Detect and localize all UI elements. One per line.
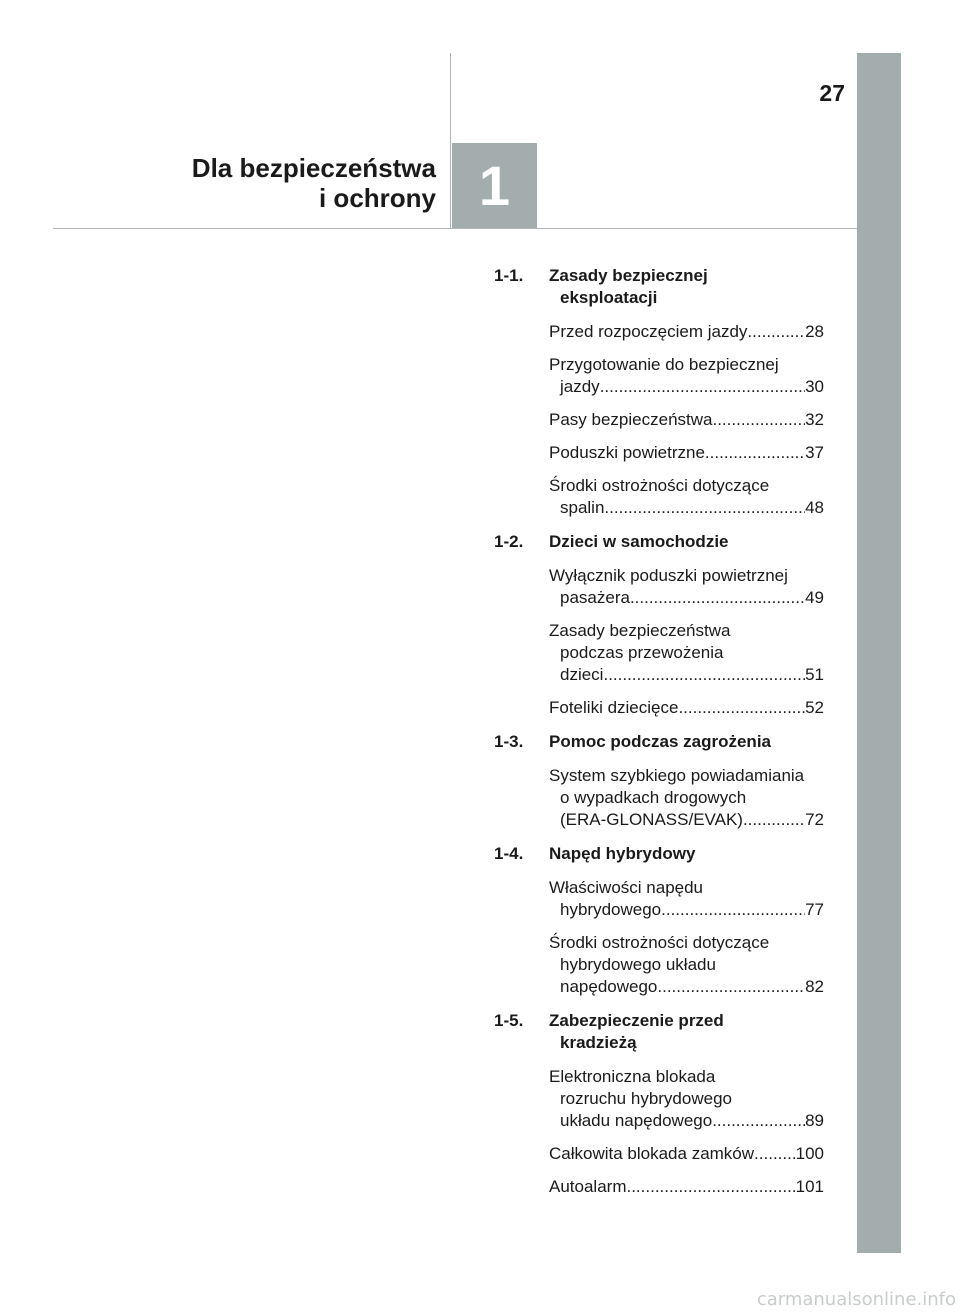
toc-entry-line — [549, 954, 824, 976]
toc-entry-text: Przygotowanie do bezpiecznej — [549, 355, 779, 374]
toc-entry-page: 28 — [805, 322, 824, 341]
toc-entry[interactable] — [549, 877, 824, 921]
toc-section-title-line: kradzieżą — [560, 1033, 637, 1052]
toc-entries — [494, 321, 824, 519]
toc-section-title — [549, 531, 824, 553]
toc-entry-line — [549, 409, 824, 431]
toc-entry-page: 100 — [795, 1144, 824, 1163]
toc-entry-text: podczas przewożenia — [560, 643, 724, 662]
toc-entry-text: dzieci — [560, 665, 604, 684]
header-vertical-rule — [450, 53, 451, 229]
toc-entry-page: 77 — [805, 900, 824, 919]
toc-section — [494, 843, 824, 998]
toc-entry[interactable] — [549, 565, 824, 609]
toc-entry-line — [549, 1176, 824, 1198]
toc-entry-text: pasażera — [560, 588, 630, 607]
toc-section-title-line: Dzieci w samochodzie — [549, 532, 729, 551]
watermark: carmanualsonline.info — [756, 1289, 956, 1310]
toc-entry[interactable] — [549, 321, 824, 343]
toc-entry-line — [549, 1143, 824, 1165]
toc-entry-page: 30 — [805, 377, 824, 396]
toc-entries — [494, 877, 824, 998]
toc-dot-leader — [626, 1176, 795, 1198]
toc-section — [494, 731, 824, 831]
toc-section-heading[interactable] — [494, 1010, 824, 1054]
toc-section-number: 1-5. — [494, 1011, 524, 1030]
toc-entries — [494, 1066, 824, 1198]
toc-section-title-line: Zasady bezpiecznej — [549, 266, 708, 285]
toc-entry-text: hybrydowego — [560, 900, 662, 919]
toc-entry[interactable] — [549, 620, 824, 686]
toc-dot-leader — [661, 899, 805, 921]
toc-entry[interactable] — [549, 1066, 824, 1132]
toc-entry-page: 49 — [805, 588, 824, 607]
toc-entry[interactable] — [549, 1143, 824, 1165]
toc-entry-page: 101 — [795, 1177, 824, 1196]
chapter-title-line-2: i ochrony — [318, 183, 436, 213]
toc-dot-leader — [630, 587, 805, 609]
toc-entry-line — [549, 497, 824, 519]
toc-entry-text: Środki ostrożności dotyczące — [549, 933, 770, 952]
toc-entry-text: Przed rozpoczęciem jazdy — [549, 322, 748, 341]
toc-section-heading[interactable] — [494, 731, 824, 753]
toc-entry-text: jazdy — [560, 377, 600, 396]
toc-entry-page: 32 — [805, 410, 824, 429]
toc-entry-page: 72 — [805, 810, 824, 829]
toc-section-heading[interactable] — [494, 531, 824, 553]
toc-entry-text: o wypadkach drogowych — [560, 788, 747, 807]
toc-entry-line — [549, 376, 824, 398]
toc-entry-text: napędowego — [560, 977, 658, 996]
toc-entry[interactable] — [549, 475, 824, 519]
toc-entry-line — [549, 1088, 824, 1110]
toc-entry-line — [549, 354, 824, 376]
toc-section-title — [549, 731, 824, 753]
toc-dot-leader — [603, 664, 805, 686]
toc-entry-line — [549, 765, 824, 787]
toc-section — [494, 1010, 824, 1198]
toc-entry-line — [549, 932, 824, 954]
toc-dot-leader — [657, 976, 805, 998]
toc-entry-line — [549, 642, 824, 664]
toc-entry-page: 52 — [805, 698, 824, 717]
toc-entry-line — [549, 620, 824, 642]
toc-section-heading[interactable] — [494, 265, 824, 309]
toc-entry-page: 48 — [805, 498, 824, 517]
toc-entry-page: 37 — [805, 443, 824, 462]
toc-entry-text: układu napędowego — [560, 1111, 713, 1130]
chapter-number: 1 — [478, 154, 511, 217]
toc-section-number: 1-3. — [494, 732, 524, 751]
toc-entries — [494, 765, 824, 831]
toc-section-number: 1-2. — [494, 532, 524, 551]
toc-section-number: 1-4. — [494, 844, 524, 863]
toc-entry[interactable] — [549, 354, 824, 398]
toc-dot-leader — [754, 1143, 796, 1165]
toc-entry-text: (ERA-GLONASS/EVAK) — [560, 810, 743, 829]
toc-entry-line — [549, 321, 824, 343]
toc-entry-line — [549, 899, 824, 921]
toc-entry[interactable] — [549, 932, 824, 998]
toc-section — [494, 265, 824, 519]
toc-entries — [494, 565, 824, 719]
toc-entry-line — [549, 976, 824, 998]
toc-section-number: 1-1. — [494, 266, 524, 285]
toc-entry-page: 51 — [805, 665, 824, 684]
toc-entry-text: Foteliki dziecięce — [549, 698, 679, 717]
toc-section-title — [549, 1010, 824, 1054]
toc-section-title-line: Napęd hybrydowy — [549, 844, 696, 863]
toc-entry-line — [549, 442, 824, 464]
toc-entry-text: spalin — [560, 498, 605, 517]
toc-entry[interactable] — [549, 442, 824, 464]
toc-entry[interactable] — [549, 765, 824, 831]
toc-entry-text: Autoalarm — [549, 1177, 627, 1196]
toc-entry-line — [549, 787, 824, 809]
toc-entry[interactable] — [549, 1176, 824, 1198]
toc-entry-text: Wyłącznik poduszki powietrznej — [549, 566, 788, 585]
toc-entry-line — [549, 475, 824, 497]
toc-entry-line — [549, 565, 824, 587]
chapter-title — [160, 153, 436, 213]
toc-dot-leader — [600, 376, 805, 398]
toc-dot-leader — [604, 497, 805, 519]
toc-entry-line — [549, 877, 824, 899]
toc-entry-line — [549, 664, 824, 686]
toc-dot-leader — [712, 409, 805, 431]
toc-section-heading[interactable] — [494, 843, 824, 865]
toc-entry[interactable] — [549, 409, 824, 431]
toc-entry-text: Zasady bezpieczeństwa — [549, 621, 731, 640]
toc-dot-leader — [705, 442, 805, 464]
toc-dot-leader — [678, 697, 805, 719]
toc-section — [494, 531, 824, 719]
toc-entry-text: Pasy bezpieczeństwa — [549, 410, 713, 429]
toc-dot-leader — [743, 809, 805, 831]
table-of-contents — [494, 265, 824, 1210]
toc-entry-text: Właściwości napędu — [549, 878, 704, 897]
header-horizontal-rule — [53, 228, 857, 229]
toc-entry-page: 89 — [805, 1111, 824, 1130]
toc-entry-text: Środki ostrożności dotyczące — [549, 476, 770, 495]
toc-section-title-line: eksploatacji — [560, 288, 658, 307]
toc-entry-line — [549, 1066, 824, 1088]
toc-entry-line — [549, 697, 824, 719]
toc-entry[interactable] — [549, 697, 824, 719]
toc-entry-text: hybrydowego układu — [560, 955, 716, 974]
chapter-title-line-1: Dla bezpieczeństwa — [191, 153, 436, 183]
chapter-number-box — [452, 143, 537, 228]
toc-entry-line — [549, 809, 824, 831]
toc-entry-page: 82 — [805, 977, 824, 996]
page-number: 27 — [819, 80, 845, 106]
toc-dot-leader — [712, 1110, 805, 1132]
toc-section-title-line: Pomoc podczas zagrożenia — [549, 732, 771, 751]
toc-dot-leader — [747, 321, 805, 343]
toc-entry-line — [549, 1110, 824, 1132]
toc-entry-line — [549, 587, 824, 609]
toc-entry-text: Elektroniczna blokada — [549, 1067, 716, 1086]
toc-entry-text: Poduszki powietrzne — [549, 443, 705, 462]
chapter-side-tab — [857, 53, 901, 1253]
toc-entry-text: Całkowita blokada zamków — [549, 1144, 755, 1163]
toc-entry-text: System szybkiego powiadamiania — [549, 766, 805, 785]
toc-entry-text: rozruchu hybrydowego — [560, 1089, 732, 1108]
toc-section-title — [549, 843, 824, 865]
toc-section-title-line: Zabezpieczenie przed — [549, 1011, 724, 1030]
toc-section-title — [549, 265, 824, 309]
